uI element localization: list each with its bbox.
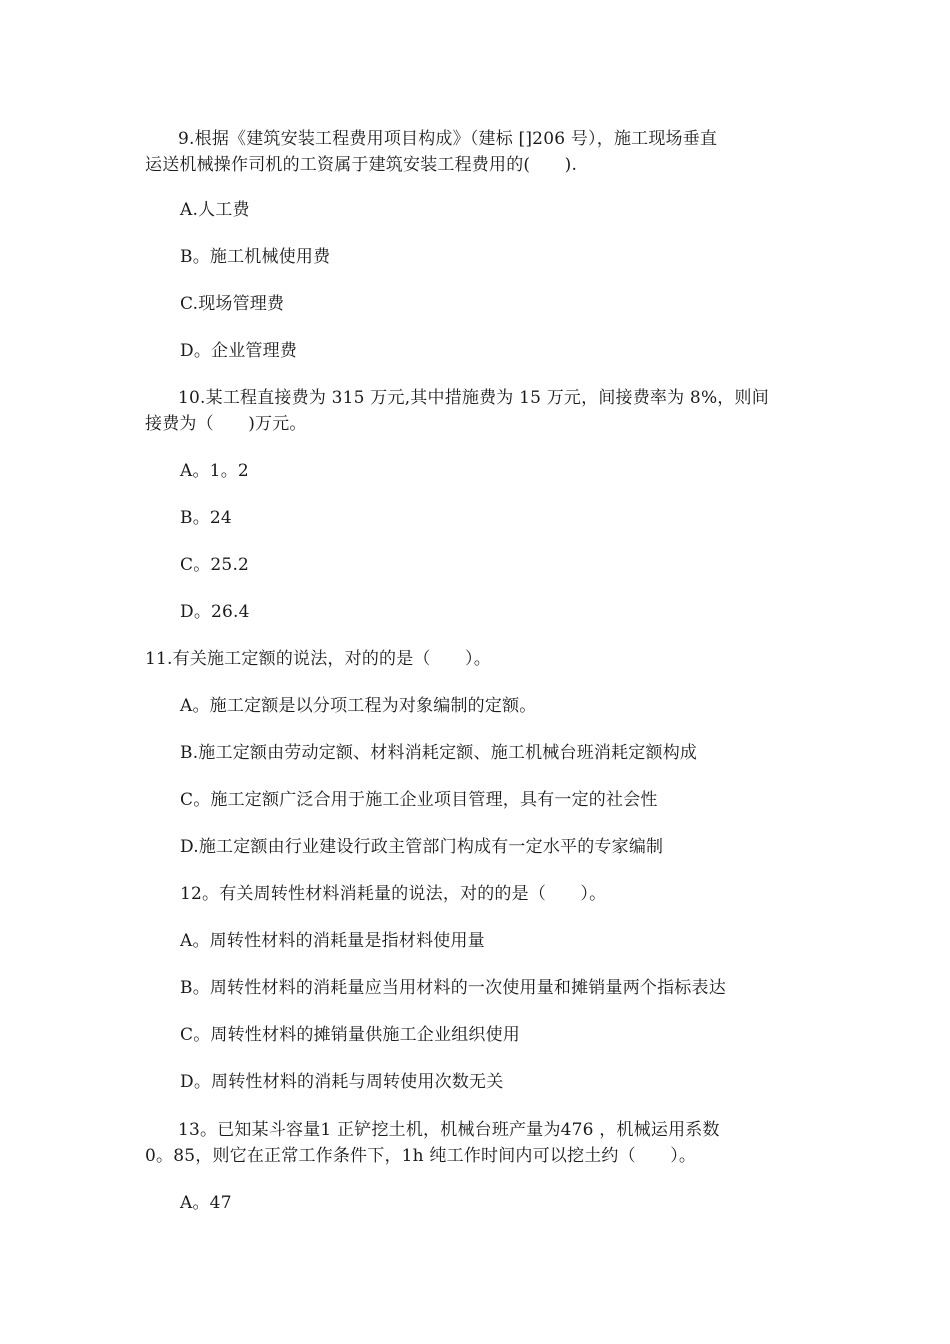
- question-13-option-a: A。47: [180, 1193, 232, 1213]
- question-11-option-c: C。施工定额广泛合用于施工企业项目管理，具有一定的社会性: [180, 790, 658, 810]
- question-9-option-b: B。施工机械使用费: [180, 247, 331, 267]
- question-13-stem-line-2: 0。85，则它在正常工作条件下，1h 纯工作时间内可以挖土约（ ）。: [145, 1146, 697, 1166]
- question-9-option-d: D。企业管理费: [180, 341, 298, 361]
- question-9-stem-line-2: 运送机械操作司机的工资属于建筑安装工程费用的( ).: [145, 155, 578, 175]
- question-10-option-a: A。1。2: [180, 461, 249, 481]
- question-11-option-a: A。施工定额是以分项工程为对象编制的定额。: [180, 696, 537, 716]
- question-9-option-a: A.人工费: [180, 200, 250, 220]
- question-10-option-b: B。24: [180, 508, 232, 528]
- question-11-option-d: D.施工定额由行业建设行政主管部门构成有一定水平的专家编制: [180, 837, 664, 857]
- question-10-option-c: C。25.2: [180, 555, 250, 575]
- question-10-option-d: D。26.4: [180, 602, 250, 622]
- question-9-option-c: C.现场管理费: [180, 294, 285, 314]
- question-12-option-a: A。周转性材料的消耗量是指材料使用量: [180, 931, 485, 951]
- question-11-stem-line-1: 11.有关施工定额的说法，对的的是（ ）。: [145, 649, 491, 669]
- question-9-stem-line-1: 9.根据《建筑安装工程费用项目构成》（建标 []206 号），施工现场垂直: [178, 129, 718, 149]
- question-10-stem-line-2: 接费为（ )万元。: [145, 414, 307, 434]
- question-13-stem-line-1: 13。已知某斗容量1 正铲挖土机，机械台班产量为476 ，机械运用系数: [178, 1120, 720, 1140]
- question-12-option-d: D。周转性材料的消耗与周转使用次数无关: [180, 1072, 504, 1092]
- question-12-option-c: C。周转性材料的摊销量供施工企业组织使用: [180, 1025, 521, 1045]
- question-11-option-b: B.施工定额由劳动定额、材料消耗定额、施工机械台班消耗定额构成: [180, 743, 698, 763]
- question-12-stem-line-1: 12。有关周转性材料消耗量的说法，对的的是（ ）。: [180, 884, 607, 904]
- question-12-option-b: B。周转性材料的消耗量应当用材料的一次使用量和摊销量两个指标表达: [180, 978, 726, 998]
- question-10-stem-line-1: 10.某工程直接费为 315 万元,其中措施费为 15 万元，间接费率为 8%，则间: [178, 388, 769, 408]
